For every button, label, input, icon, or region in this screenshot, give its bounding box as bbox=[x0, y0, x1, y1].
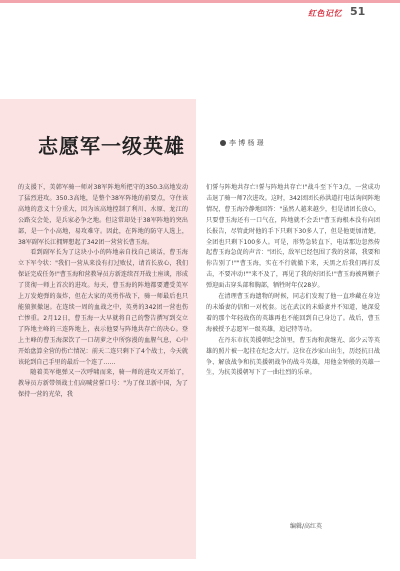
paragraph: 随着美军炮弹又一次呼啸而来，骑一师的进攻又开始了，教导员方新带领战士们高喊营誓口号："为了保卫新中国，为了保持一营的光荣，我 bbox=[18, 369, 188, 399]
author-names: 李 博 杨 璟 bbox=[229, 139, 264, 147]
bullet-icon bbox=[220, 140, 226, 146]
column-name: 红色记忆 bbox=[308, 9, 342, 18]
paragraph: 在清理曹玉海遗物的时候，同志们发现了他一直珍藏在身边的未婚妻的信和一对枕套。远在武汉的未婚妻并不知道，她深爱着的那个年轻战伤的英雄再也不能回到自己身边了。战后，曹玉海被授予志愿军一级英雄，追记特等功。 bbox=[206, 293, 380, 333]
paragraph: 在丹东市抗美援朝纪念馆里，曹玉海和黄继光、邱少云等英雄的照片被一起挂在纪念大厅。这位在沙家山出生，历经抗日战争、解放战争和抗美援朝战争的战斗英雄，用他金钟般的英雄一生，为抗美援朝写下了一曲壮烈的乐章。 bbox=[206, 336, 380, 377]
body-column-left bbox=[18, 183, 188, 401]
author-line bbox=[220, 138, 264, 148]
page-number: 51 bbox=[350, 5, 366, 18]
paragraph: 看到副军长为了这块小小的阵地亲自找自己谈话，曹玉海立下军令状："我们一营从来没有打过败仗，请首长放心，我们保证完成任务!"曹玉海和营教导员方新连续召开战士座谈，形成了贯彻一师上首次的进攻。每天，曹玉海的阵地都要遭受美军上万发炮弹的轰炸，但在大家的英勇作战下，骑一师最后也只能狼狈撤退。在连续一周的血战之中，英勇的342团一营也伤亡惨重。2月12日，曹玉海一大早就将自己的警告撰写到交立了阵地主峰的三连阵地上，表示他要与阵地共存亡的决心。登上主峰的曹玉海深饮了一口胡萝之中所弥漫的血腥气息，心中开始盘算全营的伤亡情况：前天二连只剩下了4个战士，今天就该轮到自己手里的最后一个连了…… bbox=[18, 249, 188, 366]
body-column-right bbox=[206, 183, 380, 379]
editor-credit: 编辑/高红英 bbox=[290, 523, 323, 530]
paragraph: 们誓与阵地共存亡!誓与阵地共存亡!"战斗至下午3点，一营成功击退了骑一师7次进攻。这时，342团团长孙洪道打电话询问阵地情况，曹玉海冷静地回答："虽然人越来越少，但是请团长放心，只要曹玉海还有一口气在，阵地就不会丢!"曹玉海根本没有向团长报告，尽管此时他的手下只剩下30多人了，但是他更加清楚，全团也只剩下100多人。可是，形势急转直下，电话那边忽然传起曹玉海急促的声音："团长，敌军已经包围了我的营部，我要和你告别了!""曹玉海，实在不行就撤下来，天黑之后我们再打反击，不要冲动!""来不及了，再见了我的好团长!"曹玉海被两颗子弹迎面击穿头部和胸部，牺牲时年仅28岁。 bbox=[206, 184, 380, 290]
paragraph: 的支援下，美韩军骑一师对38军阵地所把守的350.3高地发动了猛烈进攻。350.3高地，是整个38军阵地的前要点，守住该高地的意义十分重大，因为该高地控制了利川、水原、龙江的公路交会处，是兵家必争之地。但这常却处于38军阵地的突出部，是一个小高地，易攻难守。因此，在阵地的防守人选上，38军副军长江拥辉想起了342团一营营长曹玉海。 bbox=[18, 184, 188, 246]
header-accent-bar bbox=[0, 0, 400, 3]
article-title: 志愿军一级英雄 bbox=[38, 134, 185, 158]
